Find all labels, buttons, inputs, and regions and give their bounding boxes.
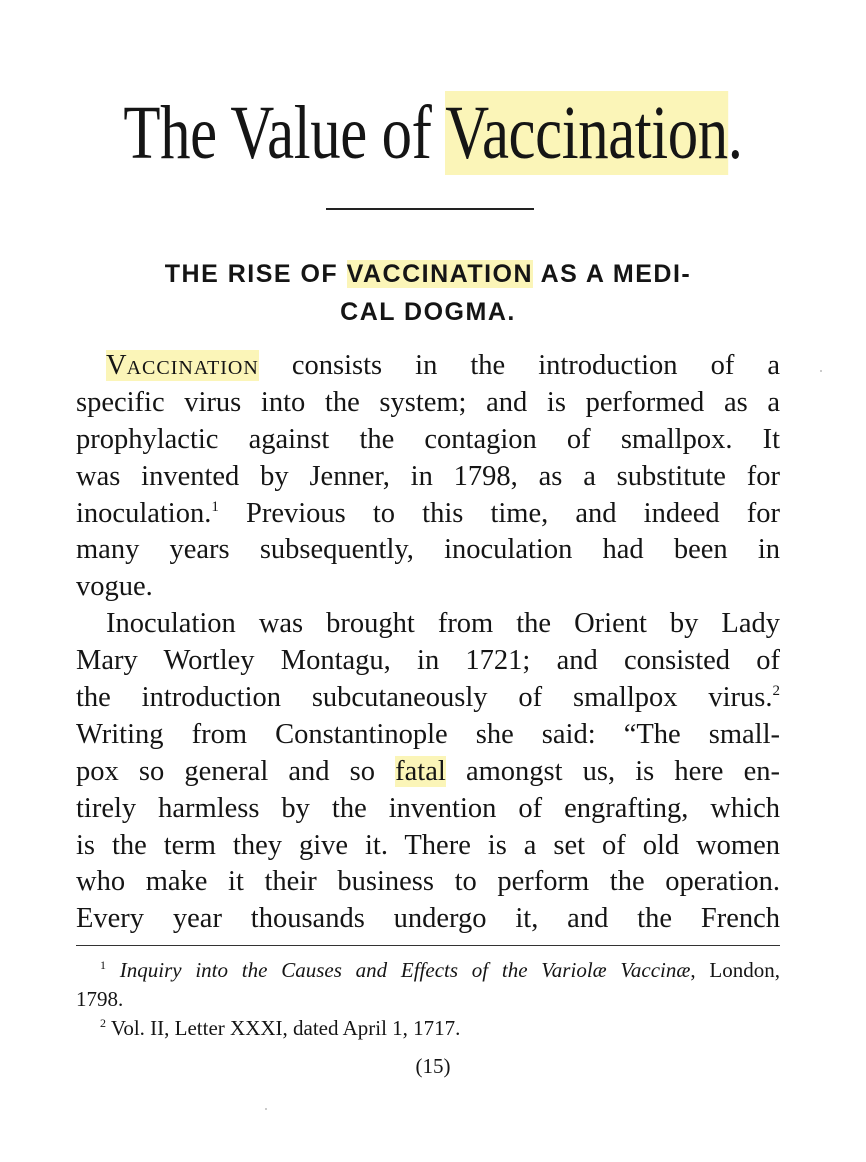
scan-speck (820, 370, 822, 372)
paragraph-2-line-3 (76, 680, 780, 717)
paragraph-1-line-4: was invented by Jenner, in 1798, as a substitute for (76, 460, 780, 492)
paragraph-1-line-3: prophylactic against the contagion of smallpox. It (76, 423, 780, 455)
paragraph-1-line-7: vogue. (76, 571, 153, 603)
footnote-1-continuation: 1798. (76, 987, 124, 1011)
page-title (87, 88, 780, 178)
text-run: consists in the introduction of a (258, 350, 780, 381)
paragraph-2-line-4: Writing from Constantinople she said: “The small- (76, 718, 780, 750)
text-run: pox so general and so (76, 755, 396, 787)
heading-line-2: CAL DOGMA. (340, 298, 516, 326)
footnote-marker-2: 2 (100, 1016, 106, 1030)
drop-letter: V (106, 350, 127, 381)
small-caps-highlight-vaccination (106, 350, 259, 381)
paragraph-2-line-2: Mary Wortley Montagu, in 1721; and consisted of (76, 645, 780, 677)
highlight-fatal: fatal (395, 755, 446, 787)
footnote-reference-1[interactable]: 1 (211, 498, 219, 515)
footnote-1-rest: , London, (690, 958, 780, 982)
scan-speck (265, 1108, 267, 1110)
paragraph-2-line-1: Inoculation was brought from the Orient by Lady (106, 608, 780, 640)
small-caps-word: ACCINATION (126, 357, 259, 379)
heading-text: THE RISE OF (164, 260, 347, 288)
section-heading (76, 255, 780, 331)
footnote-marker-1: 1 (100, 958, 106, 972)
footnote-divider (76, 945, 780, 946)
heading-line-1 (76, 255, 780, 293)
footnotes (76, 956, 780, 1043)
title-divider (326, 208, 534, 210)
footnote-2 (76, 1014, 780, 1043)
paragraph-1-line-1 (76, 348, 780, 385)
paragraph-2-line-5 (76, 754, 780, 791)
footnote-reference-2[interactable]: 2 (772, 683, 780, 700)
page-number: (15) (415, 1054, 451, 1078)
paragraph-2-line-8: who make it their business to perform the operation. (76, 866, 780, 898)
footnote-2-text: Vol. II, Letter XXXI, dated April 1, 1717. (110, 1016, 461, 1040)
title-highlight-vaccination: Vaccination (445, 91, 728, 175)
title-text-before: The Value of (123, 91, 446, 175)
title-text-after: . (727, 91, 743, 175)
paragraph-1-line-5 (76, 496, 780, 533)
heading-highlight-vaccination: VACCINATION (346, 260, 534, 288)
text-run: inoculation. (76, 497, 212, 529)
body-text (76, 348, 780, 938)
text-run: Previous to this time, and indeed for (218, 497, 780, 529)
paragraph-2-line-9: Every year thousands undergo it, and the French (76, 903, 780, 935)
heading-text: AS A MEDI- (533, 260, 692, 288)
text-run: the introduction subcutaneously of smallpox virus. (76, 682, 773, 714)
footnote-1 (76, 956, 780, 985)
paragraph-1-line-6: many years subsequently, inoculation had been in (76, 534, 780, 566)
paragraph-2-line-7: is the term they give it. There is a set of old women (76, 829, 780, 861)
paragraph-2-line-6: tirely harmless by the invention of engrafting, which (76, 792, 780, 824)
footnote-1-title: Inquiry into the Causes and Effects of the Variolæ Vaccinæ (119, 958, 691, 982)
paragraph-1-line-2: specific virus into the system; and is performed as a (76, 386, 780, 418)
text-run: amongst us, is here en- (445, 755, 780, 787)
